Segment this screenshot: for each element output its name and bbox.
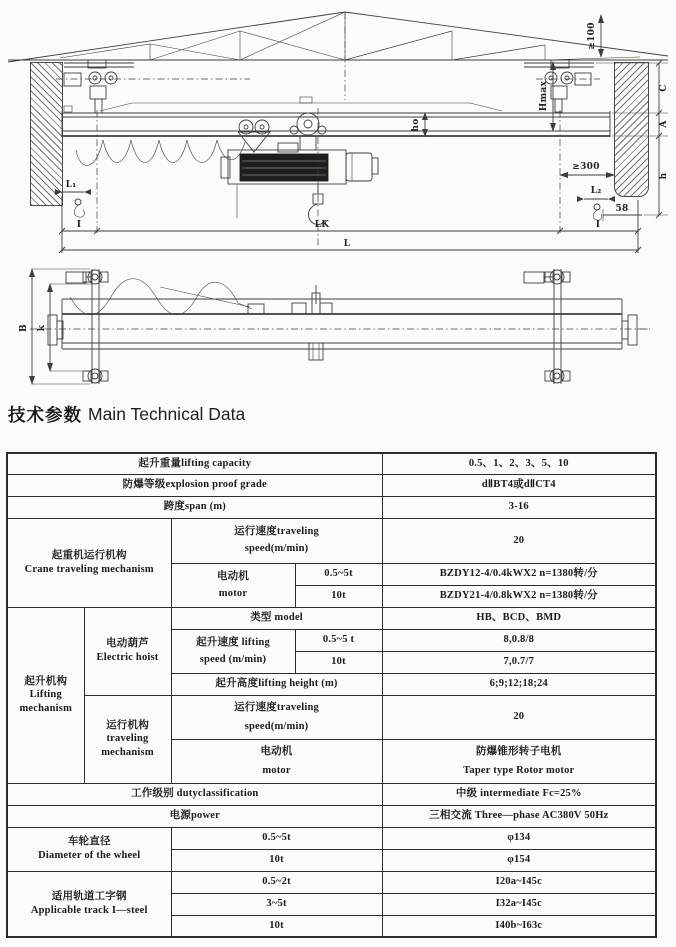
dim-label-l2: L₂ xyxy=(590,186,602,196)
cell-crane-speed-label: 运行速度traveling speed(m/min) xyxy=(171,518,382,563)
cell-explosion-label: 防爆等级explosion proof grade xyxy=(7,474,382,496)
heading-chinese: 技术参数 xyxy=(8,404,82,425)
cell-track-variant-1: 0.5~2t xyxy=(171,871,382,893)
cell-crane-speed-value: 20 xyxy=(382,518,656,563)
cell-wheel-label: 车轮直径 Diameter of the wheel xyxy=(7,827,171,871)
cell-track-variant-3: 10t xyxy=(171,915,382,937)
cell-lifting-group: 起升机构 Lifting mechanism xyxy=(7,607,84,783)
cell-crane-motor-variant-2: 10t xyxy=(295,585,382,607)
cell-crane-motor-label: 电动机 motor xyxy=(171,563,295,607)
cell-capacity-label: 起升重量lifting capacity xyxy=(7,453,382,474)
front-elevation-svg xyxy=(0,0,676,257)
cell-duty-value: 中级 intermediate Fc=25% xyxy=(382,783,656,805)
section-heading xyxy=(8,401,245,427)
cell-crane-traveling-group: 起重机运行机构 Crane traveling mechanism xyxy=(7,518,171,607)
dim-label-offset-58: 58 xyxy=(615,204,629,214)
dim-label-hmax: Hmax xyxy=(539,80,549,112)
dim-label-i-left: I xyxy=(76,220,82,230)
cell-crane-motor-variant-1: 0.5~5t xyxy=(295,563,382,585)
dim-label-l: L xyxy=(343,239,351,249)
plan-view-svg xyxy=(0,257,676,401)
cell-height-value: 6;9;12;18;24 xyxy=(382,673,656,695)
cell-crane-motor-value-1: BZDY12-4/0.4kWX2 n=1380转/分 xyxy=(382,563,656,585)
front-elevation-drawing xyxy=(0,0,676,257)
cell-hoist-trav-speed-value: 20 xyxy=(382,695,656,739)
cell-explosion-value: dⅡBT4或dⅡCT4 xyxy=(382,474,656,496)
dim-label-i-right: I xyxy=(595,220,601,230)
plan-view-drawing xyxy=(0,257,676,401)
dim-label-b: B xyxy=(19,324,29,332)
cell-power-label: 电源power xyxy=(7,805,382,827)
cell-lifting-speed-value-2: 7,0.7/7 xyxy=(382,651,656,673)
cell-lifting-speed-variant-2: 10t xyxy=(295,651,382,673)
technical-data-table xyxy=(6,452,657,938)
cell-wheel-variant-1: 0.5~5t xyxy=(171,827,382,849)
cell-lifting-speed-variant-1: 0.5~5 t xyxy=(295,629,382,651)
dim-label-min-side-clearance: ≥300 xyxy=(572,162,600,172)
cell-track-value-2: I32a~I45c xyxy=(382,893,656,915)
cell-span-value: 3-16 xyxy=(382,496,656,518)
cell-track-variant-2: 3~5t xyxy=(171,893,382,915)
dim-label-l1: L₁ xyxy=(65,180,77,190)
cell-track-value-3: I40b~I63c xyxy=(382,915,656,937)
dim-label-k: k xyxy=(37,324,47,332)
dim-label-a: A xyxy=(659,120,669,128)
dim-label-min-top-clearance: ≥100 xyxy=(587,22,597,50)
cell-hoist-motor-label: 电动机 motor xyxy=(171,739,382,783)
cell-wheel-variant-2: 10t xyxy=(171,849,382,871)
cell-lifting-speed-label: 起升速度 lifting speed (m/min) xyxy=(171,629,295,673)
cell-span-label: 跨度span (m) xyxy=(7,496,382,518)
cell-lifting-speed-value-1: 8,0.8/8 xyxy=(382,629,656,651)
dim-label-ho: ho xyxy=(411,118,421,132)
cell-wheel-value-2: φ154 xyxy=(382,849,656,871)
dim-label-c: C xyxy=(659,84,669,92)
cell-duty-label: 工作级别 dutyclassification xyxy=(7,783,382,805)
cell-crane-motor-value-2: BZDY21-4/0.8kWX2 n=1380转/分 xyxy=(382,585,656,607)
cell-model-label: 类型 model xyxy=(171,607,382,629)
cell-capacity-value: 0.5、1、2、3、5、10 xyxy=(382,453,656,474)
cell-power-value: 三相交流 Three—phase AC380V 50Hz xyxy=(382,805,656,827)
cell-wheel-value-1: φ134 xyxy=(382,827,656,849)
dim-label-lk: LK xyxy=(314,220,330,230)
cell-hoist-label: 电动葫芦 Electric hoist xyxy=(84,607,171,695)
cell-track-value-1: I20a~I45c xyxy=(382,871,656,893)
cell-track-label: 适用轨道工字钢 Applicable track I—steel xyxy=(7,871,171,937)
heading-english: Main Technical Data xyxy=(88,403,246,424)
cell-hoist-trav-speed-label: 运行速度traveling speed(m/min) xyxy=(171,695,382,739)
dim-label-h: h xyxy=(659,172,669,180)
cell-hoist-traveling-label: 运行机构 traveling mechanism xyxy=(84,695,171,783)
cell-hoist-motor-value: 防爆锥形转子电机 Taper type Rotor motor xyxy=(382,739,656,783)
cell-height-label: 起升高度lifting height (m) xyxy=(171,673,382,695)
cell-model-value: HB、BCD、BMD xyxy=(382,607,656,629)
